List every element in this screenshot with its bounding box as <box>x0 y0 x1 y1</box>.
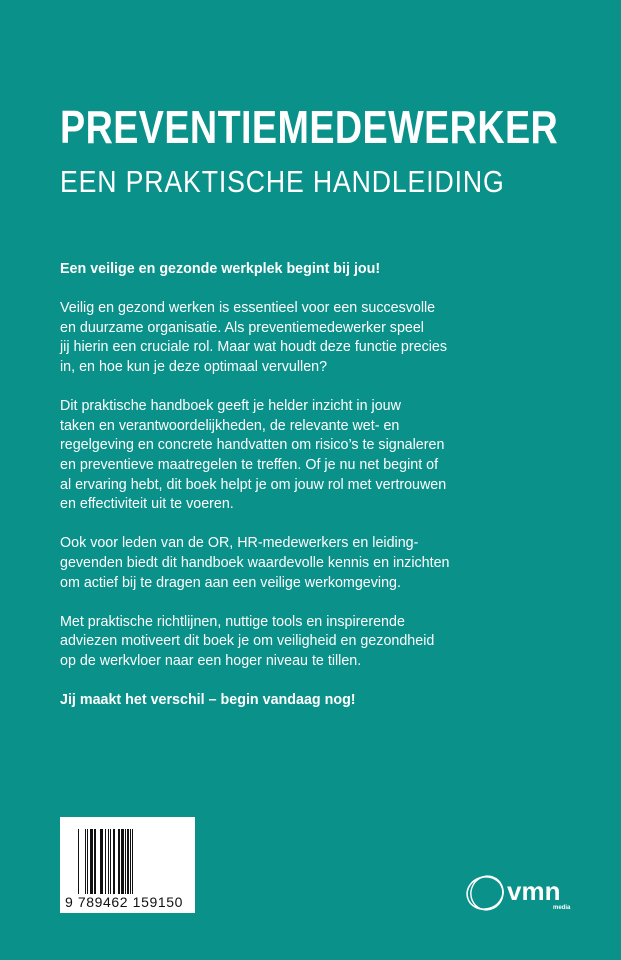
text-line: om actief bij te dragen aan een veilige werkomgeving. <box>60 574 401 591</box>
text-line: adviezen motiveert dit boek je om veiligheid en gezondheid <box>60 633 435 650</box>
paragraph <box>60 613 580 672</box>
vmn-logo-icon <box>463 870 583 920</box>
paragraph <box>60 397 580 515</box>
isbn-barcode <box>60 817 195 913</box>
text-line: Dit praktische handboek geeft je helder inzicht in jouw <box>60 398 401 415</box>
text-line: regelgeving en concrete handvatten om risico’s te signaleren <box>60 437 445 454</box>
text-line: al ervaring hebt, dit boek helpt je om jouw rol met vertrouwen <box>60 476 447 493</box>
paragraph <box>60 299 580 377</box>
text-line: gevenden biedt dit handboek waardevolle kennis en inzichten <box>60 554 450 571</box>
text-line: op de werkvloer naar een hoger niveau te tillen. <box>60 652 362 669</box>
closing-line: Jij maakt het verschil – begin vandaag nog! <box>60 692 356 709</box>
text-line: Met praktische richtlijnen, nuttige tools en inspirerende <box>60 613 405 630</box>
text-line: en effectiviteit uit te voeren. <box>60 496 234 513</box>
text-line: in, en hoe kun je deze optimaal vervullen? <box>60 358 328 375</box>
svg-text:vmn: vmn <box>507 876 561 906</box>
book-title: PREVENTIEMEDEWERKER <box>60 101 559 153</box>
text-line: en duurzame organisatie. Als preventiemedewerker speel <box>60 319 424 336</box>
publisher-logo <box>463 870 583 920</box>
barcode-bars <box>78 829 184 899</box>
text-line: Ook voor leden van de OR, HR-medewerkers en leiding- <box>60 535 419 552</box>
headline: Een veilige en gezonde werkplek begint bij jou! <box>60 261 381 277</box>
book-subtitle: EEN PRAKTISCHE HANDLEIDING <box>60 164 505 199</box>
svg-text:media: media <box>553 905 571 911</box>
text-line: taken en verantwoordelijkheden, de relevante wet- en <box>60 417 400 434</box>
blurb <box>60 260 580 730</box>
text-line: en preventieve maatregelen te treffen. Of je nu net begint of <box>60 456 439 473</box>
text-line: Veilig en gezond werken is essentieel voor een succesvolle <box>60 300 436 317</box>
barcode-bar <box>133 829 134 899</box>
isbn-number: 9 789462 159150 <box>65 894 183 910</box>
text-line: jij hierin een cruciale rol. Maar wat houdt deze functie precies <box>60 339 448 356</box>
paragraph <box>60 534 580 593</box>
